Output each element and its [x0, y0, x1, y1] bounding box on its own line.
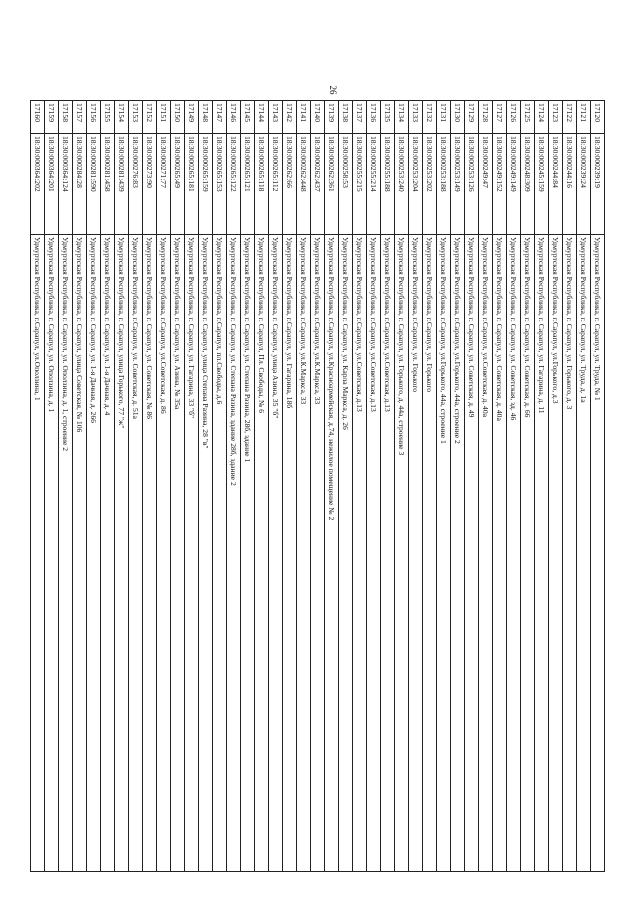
address-cell: Удмуртская Республика, г.Сарапул, ул.Красноармейская, д.74, нежилое помещение № 2	[325, 235, 339, 872]
table-row	[87, 101, 101, 872]
row-number-cell: 17126	[507, 101, 521, 134]
row-number-cell: 17142	[283, 101, 297, 134]
table-row	[59, 101, 73, 872]
cadastral-number-cell: 18:30:000253:240	[395, 134, 409, 235]
address-cell: Удмуртская Республика, г.Сарапул, ул.Советская, д.13	[353, 235, 367, 872]
row-number-cell: 17149	[185, 101, 199, 134]
cadastral-number-cell: 18:30:000249:152	[493, 134, 507, 235]
table-row	[353, 101, 367, 872]
row-number-cell: 17123	[549, 101, 563, 134]
table-row	[241, 101, 255, 872]
row-number-cell: 17125	[521, 101, 535, 134]
cadastral-number-cell: 18:30:000281:439	[115, 134, 129, 235]
row-number-cell: 17148	[199, 101, 213, 134]
address-cell: Удмуртская Республика, г.Сарапул, ул.Горького, 44а, строение 1	[437, 235, 451, 872]
row-number-cell: 17152	[143, 101, 157, 134]
cadastral-number-cell: 18:30:000255:215	[353, 134, 367, 235]
row-number-cell: 17158	[59, 101, 73, 134]
address-cell: Удмуртская Республика, г. Сарапул, ул. Карла Маркса, д. 26	[339, 235, 353, 872]
address-cell: Удмуртская Республика, г.Сарапул, ул.К.Маркса, 33	[297, 235, 311, 872]
table-row	[493, 101, 507, 872]
table-row	[31, 101, 45, 872]
cadastral-number-cell: 18:30:000253:126	[465, 134, 479, 235]
cadastral-number-cell: 18:30:000273:90	[143, 134, 157, 235]
row-number-cell: 17160	[31, 101, 45, 134]
address-cell: Удмуртская Республика, г. Сарапул, ул. Гагарина, 33 "б"	[185, 235, 199, 872]
table-row	[199, 101, 213, 872]
table-row	[157, 101, 171, 872]
row-number-cell: 17124	[535, 101, 549, 134]
address-cell: Удмуртская Республика, г.Сарапул, ул. Горького	[409, 235, 423, 872]
cadastral-number-cell: 18:30:000258:53	[339, 134, 353, 235]
address-cell: Удмуртская Республика, г. Сарапул, ул. Советская, № 86	[143, 235, 157, 872]
row-number-cell: 17144	[255, 101, 269, 134]
cadastral-number-cell: 18:30:000249:149	[507, 134, 521, 235]
row-number-cell: 17136	[367, 101, 381, 134]
register-table-rotated	[33, 100, 605, 872]
cadastral-number-cell: 18:30:000262:361	[325, 134, 339, 235]
address-cell: Удмуртская Республика, г. Сарапул, ул. Степана Разина, здание 28б, здание 2	[227, 235, 241, 872]
row-number-cell: 17154	[115, 101, 129, 134]
cadastral-number-cell: 18:30:000245:159	[535, 134, 549, 235]
cadastral-number-cell: 18:30:000262:66	[283, 134, 297, 235]
table-row	[521, 101, 535, 872]
row-number-cell: 17145	[241, 101, 255, 134]
row-number-cell: 17156	[87, 101, 101, 134]
address-cell: Удмуртская Республика, г.Сарапул, ул.Советская, д.13	[367, 235, 381, 872]
table-row	[381, 101, 395, 872]
row-number-cell: 17127	[493, 101, 507, 134]
address-cell: Удмуртская Республика, г. Сарапул, ул. Горького, д. 44а, строение 3	[395, 235, 409, 872]
table-row	[339, 101, 353, 872]
row-number-cell: 17147	[213, 101, 227, 134]
address-cell: Удмуртская Республика, г. Сарапул, ул. Советская, зд. 46	[507, 235, 521, 872]
address-cell: Удмуртская Республика, г. Сарапул, ул. Советская, д. 49	[465, 235, 479, 872]
cadastral-number-cell: 18:30:000253:202	[423, 134, 437, 235]
cadastral-number-cell: 18:30:000276:83	[129, 134, 143, 235]
table-row	[227, 101, 241, 872]
table-row	[535, 101, 549, 872]
table-row	[465, 101, 479, 872]
table-row	[297, 101, 311, 872]
address-cell: Удмуртская Республика, г.Сарапул, ул.Оползина, 1	[31, 235, 45, 872]
table-row	[367, 101, 381, 872]
table-row	[115, 101, 129, 872]
address-cell: Удмуртская Республика, г. Сарапул, ул. Оползина, д. 1	[45, 235, 59, 872]
cadastral-number-cell: 18:30:000253:149	[451, 134, 465, 235]
cadastral-number-cell: 18:30:000249:47	[479, 134, 493, 235]
row-number-cell: 17146	[227, 101, 241, 134]
address-cell: Удмуртская Республика, г. Сарапул, ул. Гагарина, д. 11	[535, 235, 549, 872]
cadastral-number-cell: 18:30:000244:84	[549, 134, 563, 235]
cadastral-number-cell: 18:30:000265:153	[213, 134, 227, 235]
table-row	[479, 101, 493, 872]
table-row	[129, 101, 143, 872]
address-cell: Удмуртская Республика, г. Сарапул, ул. 1-я Дачная, д. 266	[87, 235, 101, 872]
row-number-cell: 17135	[381, 101, 395, 134]
cadastral-number-cell: 18:30:000262:437	[311, 134, 325, 235]
cadastral-number-cell: 18:30:000255:214	[367, 134, 381, 235]
table-row	[171, 101, 185, 872]
table-row	[507, 101, 521, 872]
address-cell: Удмуртская Республика, г. Сарапул, улица Азина, 35 "б"	[269, 235, 283, 872]
row-number-cell: 17151	[157, 101, 171, 134]
row-number-cell: 17131	[437, 101, 451, 134]
cadastral-number-cell: 18:30:000364:201	[45, 134, 59, 235]
cadastral-number-cell: 18:30:000265:159	[199, 134, 213, 235]
address-cell: Удмуртская Республика, г. Сарапул, ул. Оползина, д. 1, строение 2	[59, 235, 73, 872]
cadastral-number-cell: 18:30:000265:112	[269, 134, 283, 235]
row-number-cell: 17139	[325, 101, 339, 134]
table-row	[311, 101, 325, 872]
row-number-cell: 17155	[101, 101, 115, 134]
address-cell: Удмуртская Республика, г. Сарапул, улица Степана Разина, 28 "в"	[199, 235, 213, 872]
row-number-cell: 17128	[479, 101, 493, 134]
address-cell: Удмуртская Республика, г.Сарапул, пл.Свободы, д.6	[213, 235, 227, 872]
table-row	[423, 101, 437, 872]
cadastral-number-cell: 18:30:000265:121	[241, 134, 255, 235]
table-row	[101, 101, 115, 872]
register-table	[30, 100, 605, 872]
address-cell: Удмуртская Республика, г. Сарапул, Пл. Свободы, № 6	[255, 235, 269, 872]
table-row	[213, 101, 227, 872]
table-row	[395, 101, 409, 872]
cadastral-number-cell: 18:30:000271:77	[157, 134, 171, 235]
cadastral-number-cell: 18:30:000281:590	[87, 134, 101, 235]
cadastral-number-cell: 18:30:000281:458	[101, 134, 115, 235]
row-number-cell: 17122	[563, 101, 577, 134]
address-cell: Удмуртская Республика, г. Сарапул, ул. 1-я Дачная, д. 4	[101, 235, 115, 872]
address-cell: Удмуртская Республика, г. Сарапул, ул. Горького, д. 3	[563, 235, 577, 872]
cadastral-number-cell: 18:30:000253:204	[409, 134, 423, 235]
cadastral-number-cell: 18:30:000255:188	[381, 134, 395, 235]
address-cell: Удмуртская Республика, г.Сарапул, ул.К.Маркса, 33	[311, 235, 325, 872]
table-row	[45, 101, 59, 872]
row-number-cell: 17159	[45, 101, 59, 134]
cadastral-number-cell: 18:30:000265:122	[227, 134, 241, 235]
table-row	[255, 101, 269, 872]
address-cell: Удмуртская Республика, г. Сарапул, ул. Советская, д. 66	[521, 235, 535, 872]
cadastral-number-cell: 18:30:000364:202	[31, 134, 45, 235]
cadastral-number-cell: 18:30:000244:16	[563, 134, 577, 235]
row-number-cell: 17141	[297, 101, 311, 134]
cadastral-number-cell: 18:30:000284:28	[73, 134, 87, 235]
row-number-cell: 17129	[465, 101, 479, 134]
row-number-cell: 17121	[577, 101, 591, 134]
table-row	[73, 101, 87, 872]
table-row	[563, 101, 577, 872]
cadastral-number-cell: 18:30:000248:309	[521, 134, 535, 235]
table-row	[577, 101, 591, 872]
cadastral-number-cell: 18:30:000364:124	[59, 134, 73, 235]
row-number-cell: 17137	[353, 101, 367, 134]
address-cell: Удмуртская Республика, г. Сарапул, ул. Труда, № 1	[591, 235, 605, 872]
cadastral-number-cell: 18:30:000239:24	[577, 134, 591, 235]
table-row	[325, 101, 339, 872]
row-number-cell: 17150	[171, 101, 185, 134]
address-cell: Удмуртская Республика, г.Сарапул, ул.Советская, д.13	[381, 235, 395, 872]
table-row	[437, 101, 451, 872]
address-cell: Удмуртская Республика, г.Сарапул, ул. Гагарина, 18б	[283, 235, 297, 872]
cadastral-number-cell: 18:30:000265:181	[185, 134, 199, 235]
register-table-wrap	[33, 100, 605, 872]
table-row	[143, 101, 157, 872]
cadastral-number-cell: 18:30:000262:448	[297, 134, 311, 235]
address-cell: Удмуртская Республика, г. Сарапул, ул. Азина, № 35а	[171, 235, 185, 872]
row-number-cell: 17153	[129, 101, 143, 134]
table-row	[451, 101, 465, 872]
address-cell: Удмуртская Республика, г. Сарапул, ул. Советская, д. 40а	[493, 235, 507, 872]
row-number-cell: 17120	[591, 101, 605, 134]
row-number-cell: 17138	[339, 101, 353, 134]
cadastral-number-cell: 18:30:000265:49	[171, 134, 185, 235]
row-number-cell: 17130	[451, 101, 465, 134]
table-row	[549, 101, 563, 872]
row-number-cell: 17133	[409, 101, 423, 134]
table-row	[185, 101, 199, 872]
table-row	[283, 101, 297, 872]
address-cell: Удмуртская Республика, г.Сарапул, ул.Горького, 44а, строение 2	[451, 235, 465, 872]
address-cell: Удмуртская Республика, г. Сарапул, ул. Степана Разина, 28б, здание 1	[241, 235, 255, 872]
address-cell: Удмуртская Республика, г. Сарапул, ул. Труда, д. 1а	[577, 235, 591, 872]
address-cell: Удмуртская Республика, г.Сарапул, ул.Советская, д. 86	[157, 235, 171, 872]
row-number-cell: 17140	[311, 101, 325, 134]
row-number-cell: 17143	[269, 101, 283, 134]
row-number-cell: 17134	[395, 101, 409, 134]
row-number-cell: 17132	[423, 101, 437, 134]
table-row	[409, 101, 423, 872]
cadastral-number-cell: 18:30:000239:19	[591, 134, 605, 235]
address-cell: Удмуртская Республика, г.Сарапул, ул.Советская, д. 40а	[479, 235, 493, 872]
cadastral-number-cell: 18:30:000253:188	[437, 134, 451, 235]
register-table-body	[31, 101, 605, 872]
address-cell: Удмуртская Республика, г.Сарапул, ул. Горького	[423, 235, 437, 872]
row-number-cell: 17157	[73, 101, 87, 134]
table-row	[591, 101, 605, 872]
cadastral-number-cell: 18:30:000265:118	[255, 134, 269, 235]
address-cell: Удмуртская Республика, г.Сарапул, ул.Горького, д.3	[549, 235, 563, 872]
address-cell: Удмуртская Республика, г. Сарапул, улица Советская, № 106	[73, 235, 87, 872]
address-cell: Удмуртская Республика, г.Сарапул, ул. Советская, д. 51а	[129, 235, 143, 872]
address-cell: Удмуртская Республика, г. Сарапул, улица Горького, 77 "ж"	[115, 235, 129, 872]
table-row	[269, 101, 283, 872]
page-number: 26	[328, 85, 338, 95]
